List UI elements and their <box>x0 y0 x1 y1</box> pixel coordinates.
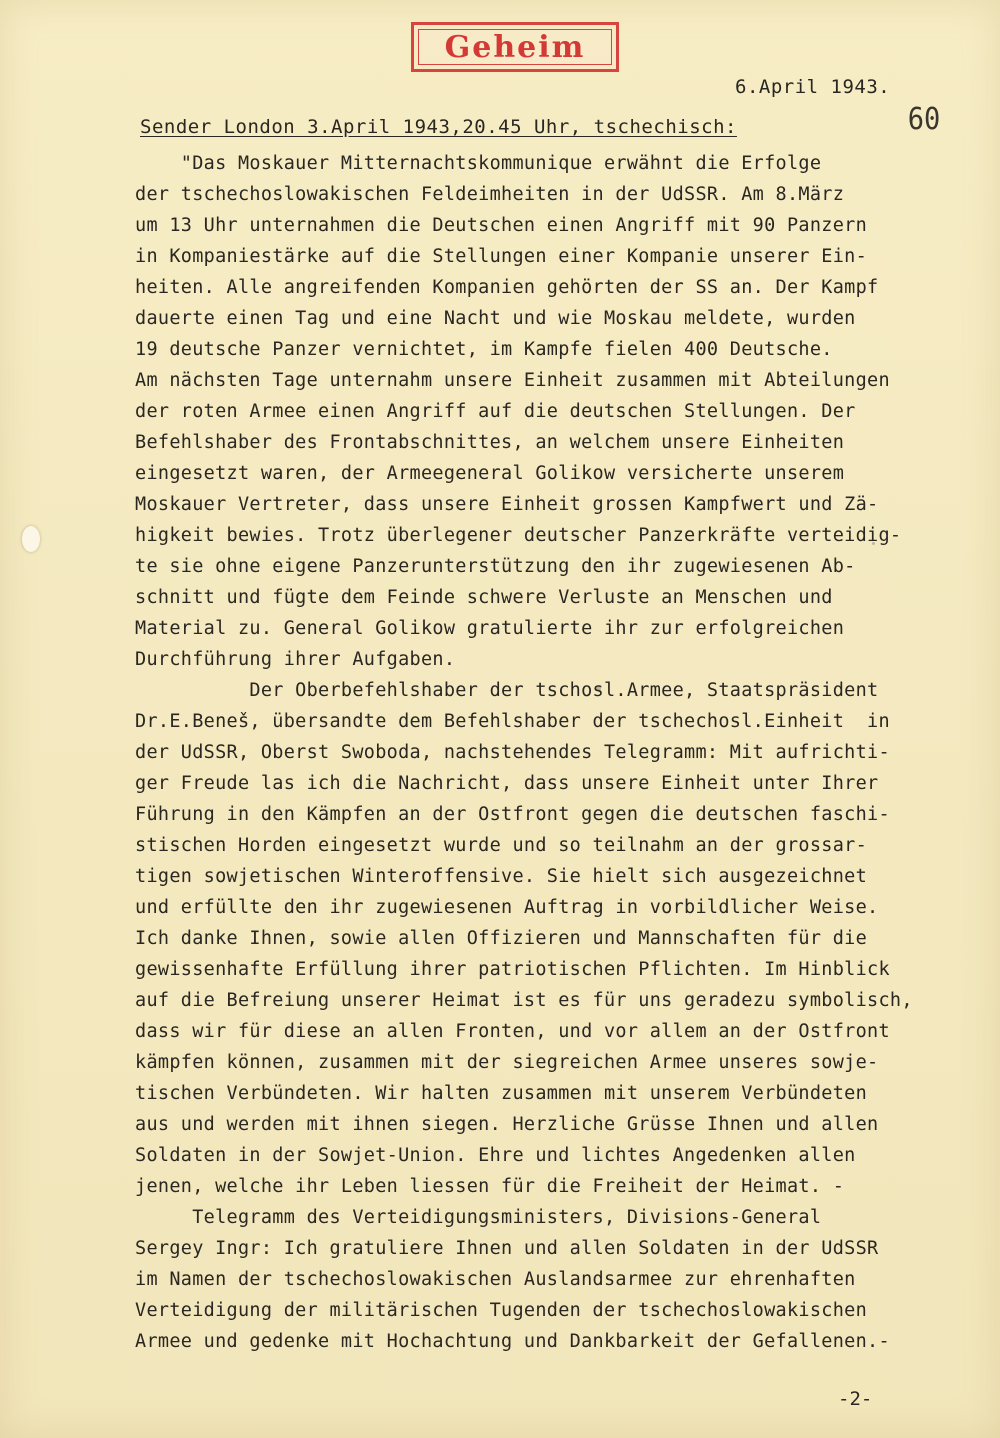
secret-stamp <box>411 22 619 72</box>
text-line: ger Freude las ich die Nachricht, dass unsere Einheit unter Ihrer <box>135 773 879 794</box>
text-line: jenen, welche ihr Leben liessen für die Freiheit der Heimat. - <box>135 1176 845 1197</box>
page-number: -2- <box>838 1388 873 1410</box>
text-line: Befehlshaber des Frontabschnittes, an welchem unsere Einheiten <box>135 432 845 453</box>
text-line: tigen sowjetischen Winteroffensive. Sie hielt sich ausgezeichnet <box>135 866 868 887</box>
text-line: higkeit bewies. Trotz überlegener deutscher Panzerkräfte verteidig- <box>135 525 902 546</box>
text-line: stischen Horden eingesetzt wurde und so teilnahm an der grossar- <box>135 835 868 856</box>
text-line: Moskauer Vertreter, dass unsere Einheit grossen Kampfwert und Zä- <box>135 494 879 515</box>
stamp-text: Geheim <box>444 29 586 65</box>
text-line: Telegramm des Verteidigungsministers, Divisions-General <box>135 1207 822 1228</box>
text-line: aus und werden mit ihnen siegen. Herzliche Grüsse Ihnen und allen <box>135 1114 879 1135</box>
text-line: Armee und gedenke mit Hochachtung und Dankbarkeit der Gefallenen.- <box>135 1331 890 1352</box>
text-line: Der Oberbefehlshaber der tschosl.Armee, Staatspräsident <box>135 680 879 701</box>
text-line: schnitt und fügte dem Feinde schwere Verluste an Menschen und <box>135 587 833 608</box>
text-line: Verteidigung der militärischen Tugenden der tschechoslowakischen <box>135 1300 868 1321</box>
document-date: 6.April 1943. <box>735 76 891 98</box>
text-line: in Kompaniestärke auf die Stellungen einer Kompanie unserer Ein- <box>135 246 868 267</box>
broadcast-heading: Sender London 3.April 1943,20.45 Uhr, tschechisch: <box>140 116 737 138</box>
text-line: Dr.E.Beneš, übersandte dem Befehlshaber der tschechosl.Einheit in <box>135 711 890 732</box>
text-line: im Namen der tschechoslowakischen Auslandsarmee zur ehrenhaften <box>135 1269 856 1290</box>
text-line: 19 deutsche Panzer vernichtet, im Kampfe fielen 400 Deutsche. <box>135 339 833 360</box>
text-line: Soldaten in der Sowjet-Union. Ehre und lichtes Angedenken allen <box>135 1145 856 1166</box>
text-line: und erfüllte den ihr zugewiesenen Auftrag in vorbildlicher Weise. <box>135 897 879 918</box>
text-line: tischen Verbündeten. Wir halten zusammen mit unserem Verbündeten <box>135 1083 868 1104</box>
text-line: kämpfen können, zusammen mit der siegreichen Armee unseres sowje- <box>135 1052 879 1073</box>
folio-number: 60 <box>907 102 941 137</box>
text-line: Ich danke Ihnen, sowie allen Offizieren und Mannschaften für die <box>135 928 868 949</box>
document-body <box>135 148 975 1357</box>
text-line: "Das Moskauer Mitternachtskommunique erwähnt die Erfolge <box>135 153 822 174</box>
text-line: gewissenhafte Erfüllung ihrer patriotischen Pflichten. Im Hinblick <box>135 959 890 980</box>
text-line: Durchführung ihrer Aufgaben. <box>135 649 456 670</box>
text-line: Material zu. General Golikow gratulierte ihr zur erfolgreichen <box>135 618 845 639</box>
text-line: eingesetzt waren, der Armeegeneral Golikow versicherte unserem <box>135 463 845 484</box>
text-line: Sergey Ingr: Ich gratuliere Ihnen und allen Soldaten in der UdSSR <box>135 1238 879 1259</box>
text-line: der UdSSR, Oberst Swoboda, nachstehendes Telegramm: Mit aufrichti- <box>135 742 890 763</box>
text-line: heiten. Alle angreifenden Kompanien gehörten der SS an. Der Kampf <box>135 277 879 298</box>
text-line: Führung in den Kämpfen an der Ostfront gegen die deutschen faschi- <box>135 804 890 825</box>
text-line: dass wir für diese an allen Fronten, und vor allem an der Ostfront <box>135 1021 890 1042</box>
text-line: um 13 Uhr unternahmen die Deutschen einen Angriff mit 90 Panzern <box>135 215 868 236</box>
text-line: te sie ohne eigene Panzerunterstützung den ihr zugewiesenen Ab- <box>135 556 856 577</box>
text-line: auf die Befreiung unserer Heimat ist es für uns geradezu symbolisch, <box>135 990 913 1011</box>
text-line: der roten Armee einen Angriff auf die deutschen Stellungen. Der <box>135 401 856 422</box>
text-line: Am nächsten Tage unternahm unsere Einheit zusammen mit Abteilungen <box>135 370 890 391</box>
text-line: der tschechoslowakischen Feldeimheiten in der UdSSR. Am 8.März <box>135 184 845 205</box>
punch-hole <box>22 526 40 552</box>
text-line: dauerte einen Tag und eine Nacht und wie Moskau meldete, wurden <box>135 308 856 329</box>
